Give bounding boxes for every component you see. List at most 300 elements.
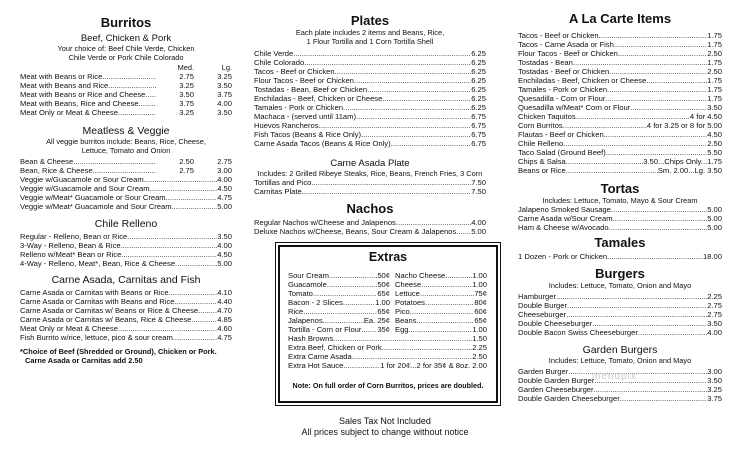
item-name: Double Burger [518,301,567,310]
menu-item [20,306,232,315]
leader-dots [361,325,377,334]
item-price: 2.75 [707,310,722,319]
menu-item [518,292,722,301]
item-name: Carne Asada or Carnitas w/ Beans or Rice & Cheese [20,306,199,315]
menu-item [518,157,722,166]
item-name: Tostadas - Bean, Beef or Chicken [254,85,368,94]
item-price: 2.50 [707,139,722,148]
item-name: Garden Cheeseburger [518,385,594,394]
item-name: Tacos - Beef or Chicken [254,67,335,76]
leader-dots [335,67,472,76]
leader-dots [592,319,707,328]
leader-dots [576,112,690,121]
menu-item [518,139,722,148]
item-price: 6.75 [471,121,486,130]
menu-item [254,187,486,196]
item-price: 4.10 [217,288,232,297]
burritos-list [20,72,232,117]
footer [240,416,530,438]
leader-dots [410,307,475,316]
item-price: 3.50...Chips Only...1.75 [643,157,722,166]
item-price: 35¢ [377,325,390,334]
leader-dots [618,49,707,58]
item-price: 2.25 [472,343,487,352]
item-name: Hash Browns [288,334,334,343]
item-price: 1.75 [707,94,722,103]
menu-item [254,112,486,121]
leader-dots [607,85,707,94]
item-price: 7.50 [471,178,486,187]
item-name: Nacho Cheese [395,271,446,280]
leader-dots [343,298,375,307]
nachos-list [254,218,486,236]
nachos-title: Nachos [346,201,394,216]
menu-item [20,90,232,99]
item-price: 4.75 [217,193,232,202]
item-name: Veggie w/Guacamole or Sour Cream [20,175,144,184]
meatless-title: Meatless & Veggie [82,125,170,137]
item-name: Tortillas and Pico [254,178,312,187]
menu-item [254,103,486,112]
leader-dots [127,232,217,241]
leader-dots [605,94,707,103]
item-price: 18.00 [702,252,722,261]
leader-dots [425,298,474,307]
item-price: 50¢ [377,280,390,289]
menu-item [288,280,390,289]
item-name: Tomato [288,289,313,298]
relleno-title: Chile Relleno [94,218,158,230]
leader-dots [343,103,471,112]
item-price: 6.25 [471,103,486,112]
menu-item [254,139,486,148]
menu-item [518,130,722,139]
item-price: 5.00 [707,214,722,223]
item-name: Ham & Cheese w/Avocado [518,223,609,232]
item-name: Tacos - Carne Asada or Fish [518,40,614,49]
leader-dots [327,280,377,289]
asada-plate-list [254,178,486,196]
menu-item [518,205,722,214]
item-price: 1.00 [472,280,487,289]
note-line: Includes: 2 Grilled Ribeye Steaks, Rice, Beans, French Fries, 3 Corn [257,169,483,178]
item-price: 75¢ [474,289,487,298]
size-med: Med. [177,63,194,72]
note-line: Your choice of: Beef Chile Verde, Chicken [57,44,195,53]
item-price: 5.00 [217,202,232,211]
extras-right-list [395,271,487,334]
item-price: 2.50 [472,352,487,361]
menu-item [254,58,486,67]
menu-item [20,250,232,259]
item-price-med: 3.75 [179,99,194,108]
item-price: 7.50 [471,187,486,196]
menu-item [20,288,232,297]
menu-item [254,218,486,227]
leader-dots [556,292,707,301]
burgers-title: Burgers [595,266,645,281]
item-name: Bean, Rice & Cheese [20,166,93,175]
item-name: Double Garden Burger [518,376,595,385]
item-price: 4.00 [217,241,232,250]
menu-item [518,103,722,112]
item-name: Carnitas Plate [254,187,302,196]
leader-dots [144,175,218,184]
item-name: Flour Tacos - Beef or Chicken [254,76,354,85]
item-name: Tamales - Pork or Chicken [518,85,608,94]
item-name: Guacamole [288,280,327,289]
item-name: Jalapeno Smoked Sausage [518,205,611,214]
item-price: 65¢ [377,289,390,298]
item-price: 6.75 [471,130,486,139]
burritos-subtitle: Beef, Chicken & Pork [80,33,172,44]
menu-item [518,148,722,157]
menu-item [518,223,722,232]
menu-item [288,325,390,334]
burgers-list [518,292,722,337]
menu-item [288,352,487,361]
leader-dots [568,367,707,376]
tamales-title: Tamales [594,235,646,250]
item-price: 65¢ [474,316,487,325]
item-price: 80¢ [474,298,487,307]
menu-item [254,178,486,187]
leader-dots [594,385,708,394]
item-name: Beans [395,316,417,325]
item-name: Flour Tacos - Beef or Chicken [518,49,618,58]
item-price: 50¢ [377,271,390,280]
menu-item [254,94,486,103]
leader-dots [139,99,156,108]
leader-dots [333,334,472,343]
leader-dots [606,148,707,157]
footnote-line: Carne Asada or Carnitas add 2.50 [25,356,143,365]
leader-dots [567,301,707,310]
menu-item [518,385,722,394]
item-price: 4.00 [707,328,722,337]
leader-dots [118,108,156,117]
menu-item [518,112,722,121]
item-name: Hamburger [518,292,556,301]
item-name: 4-Way - Relleno, Meat*, Bean, Rice & Cheese [20,259,176,268]
footnote-line: *Choice of Beef (Shredded or Ground), Chicken or Pork. [20,347,217,356]
item-name: Chips & Salsa [518,157,566,166]
item-name: Extra Hot Sauce [288,361,344,370]
item-price: 3.50 [707,103,722,112]
leader-dots [607,252,703,261]
menu-item [518,166,722,175]
leader-dots [313,289,377,298]
plates-column [254,0,486,236]
item-name: Regular - Relleno, Bean or Rice [20,232,128,241]
leader-dots [302,187,472,196]
extras-title: Extras [368,250,408,264]
item-price-med: 3.50 [179,90,194,99]
menu-item [20,166,232,175]
item-price-lg: 3.50 [217,108,232,117]
menu-item [518,40,722,49]
item-name: Veggie w/Meat* Guacamole or Sour Cream [20,193,166,202]
item-name: Carne Asada w/Sour Cream [518,214,613,223]
menu-item [254,85,486,94]
item-price: 1.00 [472,325,487,334]
leader-dots [108,81,156,90]
burritos-column [20,0,232,365]
item-name: Meat Only or Meat & Cheese [20,324,118,333]
alacarte-list [518,31,722,175]
note-line: Each plate includes 2 items and Beans, Rice, [295,28,445,37]
leader-dots [566,157,644,166]
leader-dots [102,72,156,81]
item-price: 1.75 [707,58,722,67]
menu-item [288,289,390,298]
item-price-lg: 3.00 [217,166,232,175]
item-price: 3.50 [707,319,722,328]
item-price-lg: 2.75 [217,157,232,166]
menu-item [254,67,486,76]
menu-item [518,319,722,328]
item-price: 3.75 [707,394,722,403]
menu-item [288,298,390,307]
item-name: Tamales - Pork or Chicken [254,103,344,112]
item-price: Ea. 25¢ [363,316,390,325]
menu-item [518,121,722,130]
burritos-footnote [20,347,232,365]
note-line: All veggie burritos include: Beans, Rice, Cheese, [46,137,206,146]
item-price: 1.75 [707,31,722,40]
leader-dots [417,316,475,325]
item-price: 4.70 [217,306,232,315]
item-name: Huevos Rancheros [254,121,319,130]
item-price: 3.50 [707,376,722,385]
leader-dots [573,58,707,67]
menu-item [518,94,722,103]
item-price: 4.60 [217,324,232,333]
item-name: Veggie w/Guacamole and Sour Cream [20,184,150,193]
menu-item [288,334,487,343]
leader-dots [175,259,217,268]
item-name: Veggie w/Meat* Guacamole and Sour Cream [20,202,172,211]
leader-dots [172,202,218,211]
extras-full-list [288,334,487,370]
watermark: menupix [592,371,637,382]
item-name: Carne Asada Tacos (Beans & Rice Only) [254,139,391,148]
menu-item [395,298,487,307]
item-price: 1.75 [707,40,722,49]
item-price: 4.50 [217,184,232,193]
menu-item [518,310,722,319]
item-name: Deluxe Nachos w/Cheese, Beans, Sour Cream & Jalapenos [254,227,457,236]
menu-item [20,241,232,250]
size-header [20,63,232,72]
item-name: Tacos - Beef or Chicken [518,31,599,40]
item-name: Double Cheeseburger [518,319,593,328]
menu-item [254,121,486,130]
note-line: Chile Verde or Pork Chile Colorado [68,53,184,62]
note-line: 1 Flour Tortilla and 1 Corn Tortilla Shell [306,37,434,46]
menu-item [254,49,486,58]
leader-dots [319,121,472,130]
garden-title: Garden Burgers [582,344,658,356]
item-price: 1.75 [707,85,722,94]
asada-plate-title: Carne Asada Plate [330,158,410,169]
menu-item [254,227,486,236]
item-name: Enchiladas - Beef, Chicken or Cheese [518,76,647,85]
item-name: Enchiladas - Beef, Chicken or Cheese [254,94,383,103]
item-name: Fish Burrito w/rice, lettuce, pico & sour cream [20,333,173,342]
item-name: 1 Dozen - Pork or Chicken [518,252,608,261]
menu-item [518,328,722,337]
leader-dots [646,76,707,85]
menu-item [254,76,486,85]
menu-item [288,307,390,316]
item-price: 4 for 4.50 [689,112,722,121]
item-name: Sour Cream [288,271,329,280]
veggie-list [20,157,232,175]
item-price-med: 2.75 [179,166,194,175]
menu-item [518,58,722,67]
item-name: Regular Nachos w/Cheese and Jalapenos [254,218,396,227]
item-name: Carne Asada or Carnitas w/ Beans, Rice & Cheese [20,315,192,324]
asada-plate-note [254,169,486,178]
item-price: 1.00 [375,298,390,307]
leader-dots [382,94,471,103]
leader-dots [620,394,707,403]
item-name: Tortilla - Corn or Flour [288,325,362,334]
leader-dots [604,130,708,139]
tamales-list [518,252,722,261]
menu-item [20,232,232,241]
menu-item [518,85,722,94]
menu-item [20,259,232,268]
leader-dots [198,306,217,315]
item-price: 65¢ [377,307,390,316]
item-price: 1 for 20¢...2 for 35¢ & 8oz. 2.00 [380,361,487,370]
leader-dots [445,271,472,280]
item-price: 4.00 [217,175,232,184]
item-price: 1.50 [472,334,487,343]
leader-dots [303,307,377,316]
menu-item [518,31,722,40]
relleno-list [20,232,232,268]
veggie-list-2 [20,175,232,211]
leader-dots [382,343,473,352]
item-name: 3-Way - Relleno, Bean & Rice [20,241,121,250]
item-price: 4.75 [217,333,232,342]
burritos-title: Burritos [100,15,152,30]
menu-item [20,202,232,211]
menu-item [518,252,722,261]
leader-dots [166,193,218,202]
item-name: Meat with Beans and Rice [20,81,109,90]
asada-list [20,288,232,342]
item-name: Fish Tacos (Beans & Rice Only) [254,130,362,139]
menu-item [395,325,487,334]
item-price: 6.25 [471,94,486,103]
item-price-med: 2.75 [179,72,194,81]
leader-dots [367,85,471,94]
tortas-list [518,205,722,232]
price-note: All prices subject to change without notice [301,427,469,437]
plates-note [254,28,486,46]
menu-item [395,307,487,316]
menu-item [20,315,232,324]
plates-list [254,49,486,148]
leader-dots [566,166,658,175]
item-name: Machaca - (served until 11am) [254,112,356,121]
item-name: Extra Beef, Chicken or Pork [288,343,382,352]
item-price-med: 2.50 [179,157,194,166]
item-price-med: 3.25 [179,81,194,90]
tortas-note: Includes: Lettuce, Tomato, Mayo & Sour Cream [542,196,698,205]
item-price-lg: 3.25 [217,72,232,81]
item-price: 1.75 [707,76,722,85]
item-name: Meat with Beans or Rice [20,72,103,81]
menu-item [20,324,232,333]
item-name: Lettuce [395,289,420,298]
menu-item [518,394,722,403]
menu-item [395,271,487,280]
item-price: 4.85 [217,315,232,324]
leader-dots [329,271,377,280]
leader-dots [563,121,647,130]
leader-dots [73,157,156,166]
item-name: Chile Colorado [254,58,305,67]
leader-dots [191,315,217,324]
leader-dots [150,184,218,193]
alacarte-column [518,0,722,403]
leader-dots [361,130,471,139]
menu-item [20,333,232,342]
item-name: Meat with Beans or Rice and Cheese [20,90,146,99]
item-name: Corn Burritos [518,121,563,130]
leader-dots [391,139,472,148]
item-price: 6.25 [471,76,486,85]
item-name: Cheese [395,280,422,289]
note-line: Lettuce, Tomato and Onion [81,146,171,155]
item-name: Meat with Beans, Rice and Cheese [20,99,139,108]
item-name: Bacon - 2 Slices [288,298,343,307]
item-name: Cheeseburger [518,310,567,319]
menu-item [20,175,232,184]
item-price: 6.25 [471,85,486,94]
burgers-note: Includes: Lettuce, Tomato, Onion and Mayo [548,281,692,290]
leader-dots [352,352,472,361]
leader-dots [609,223,708,232]
leader-dots [613,214,708,223]
leader-dots [599,31,708,40]
item-price: 2.50 [707,67,722,76]
leader-dots [421,280,472,289]
item-price: 3.50 [217,232,232,241]
item-name: Double Garden Cheeseburger [518,394,620,403]
menu-item [20,99,232,108]
size-lg: Lg. [221,63,232,72]
item-price: 2.50 [707,49,722,58]
leader-dots [121,241,218,250]
item-price: 4.40 [217,297,232,306]
item-price: 3.25 [707,385,722,394]
item-price: 5.00 [707,205,722,214]
item-name: Double Bacon Swiss Cheeseburger [518,328,638,337]
item-name: Taco Salad (Ground Beef) [518,148,606,157]
item-name: Meat Only or Meat & Cheese [20,108,118,117]
leader-dots [175,297,218,306]
leader-dots [121,250,217,259]
extras-left-list [288,271,390,334]
menu-item [20,108,232,117]
menu-item [20,193,232,202]
